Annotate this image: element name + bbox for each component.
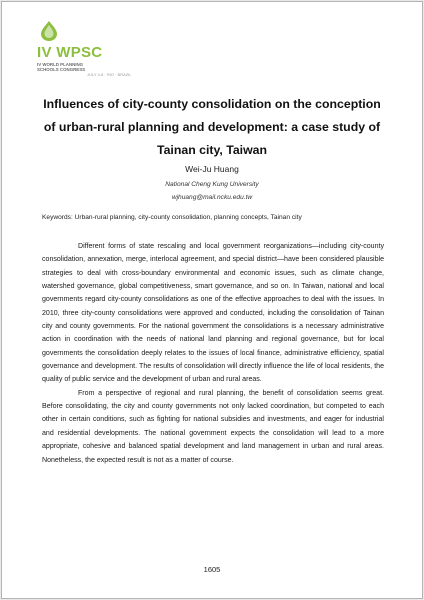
logo-wordmark: IV WPSC (37, 44, 103, 61)
paper-title: Influences of city-county consolidation on the conception of urban-rural planning and development: a case study of Tainan city, Taiwan (43, 97, 381, 157)
logo-tagline: JULY 4-8 · RIO · BRAZIL (87, 72, 132, 77)
keywords-line: Keywords: Urban-rural planning, city-county consolidation, planning concepts, Tainan city (42, 214, 302, 221)
author-name: Wei-Ju Huang (185, 164, 239, 174)
body-paragraph-2: From a perspective of regional and rural planning, the benefit of consolidation seems great. Before consolidating, the city and county governments not only lacked coordination, but competed to each other in certain conditions, such as fighting for national subsidies and investments, and eager for industrial and residential developments. The national government expects the consolidation will lead to a more appropriate, cohesive and balanced spatial development and land management in urban and rural areas. Nonetheless, the expected result is not as a matter of course. (42, 389, 384, 464)
author-affiliation: National Cheng Kung University (165, 181, 259, 188)
page-number: 1605 (203, 565, 221, 574)
conference-logo (37, 20, 167, 80)
body-paragraph-1: Different forms of state rescaling and local government reorganizations—including city-county consolidation, annexation, merge, interlocal agreement, and special district—have been considered plausible strategies to deal with cross-boundary environmental and economic issues, such as climate change, watershed governance, global competitiveness, smart governance, and so on. In Taiwan, national and local governments regard city-county consolidations as one of the effective approaches to deal with the issues. In 2010, three city-county consolidations were approved and conducted, including the consolidation of Tainan city and county governments. For the national government the consolidations is a necessary administrative action in coordination with the needs of national land planning and regional governance, but for local governments the consolidation deeply relates to the issues of local finance, administrative efficiency, spatial governance and development. The results of consolidation will directly influence the life of local residents, the quality of public service and the development of urban and rural areas. (42, 243, 384, 384)
author-email: wjhuang@mail.ncku.edu.tw (171, 194, 253, 201)
logo-line-2: SCHOOLS CONGRESS (37, 67, 86, 72)
drop-logo-icon (39, 20, 59, 42)
abstract-body (42, 240, 384, 467)
logo-line-1: IV WORLD PLANNING (37, 62, 84, 67)
document-page (1, 1, 423, 599)
